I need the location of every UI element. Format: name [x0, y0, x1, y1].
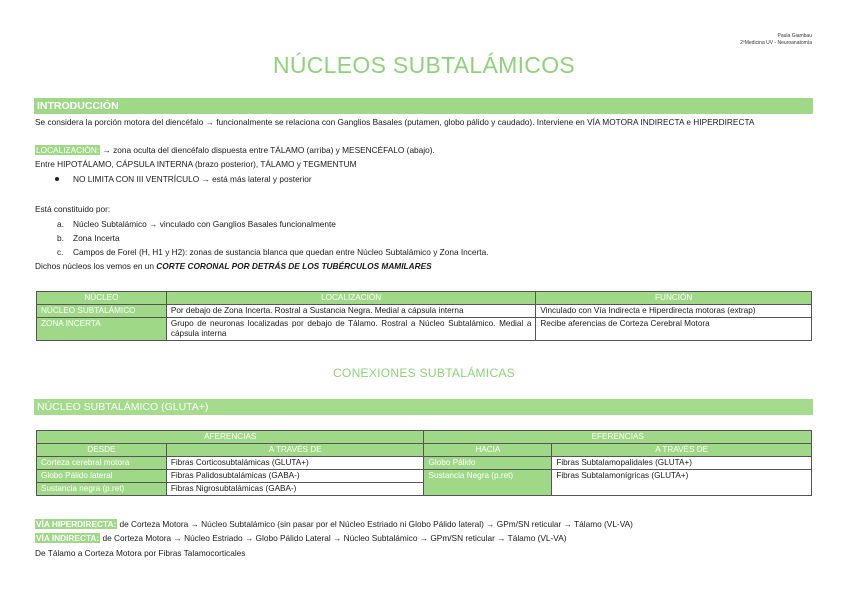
- nuclei-table: [36, 291, 812, 341]
- col-header-localization: LOCALIZACIÓN: [166, 292, 535, 305]
- nucleus-localization: Por debajo de Zona Incerta. Rostral a Sustancia Negra. Medial a cápsula interna: [166, 305, 535, 318]
- afferent-fibers: Fibras Palidosubtalámicas (GABA-): [166, 470, 424, 483]
- col-header-via-eff: A TRAVÉS DE: [552, 444, 812, 457]
- between-line: Entre HIPOTÁLAMO, CÁPSULA INTERNA (brazo posterior), TÁLAMO y TEGMENTUM: [35, 159, 357, 169]
- efferent-fibers: Fibras Subtalamonígricas (GLUTA+): [552, 470, 812, 496]
- nucleus-function: Vinculado con Vía Indirecta e Hiperdirecta motoras (extrap): [536, 305, 812, 318]
- afferents-header: AFERENCIAS: [37, 431, 424, 444]
- col-header-nucleus: NÚCLEO: [37, 292, 167, 305]
- list-marker: c.: [57, 247, 64, 257]
- localization-line: [35, 145, 435, 156]
- efferent-target: Globo Pálido: [424, 457, 552, 470]
- author-info: [740, 33, 812, 47]
- intro-paragraph: Se considera la porción motora del diencéfalo → funcionalmente se relaciona con Ganglios Basales (putamen, globo pálido y caudado). Interviene en VÍA MOTORA INDIRECTA e HIPERDIRECTA: [35, 117, 755, 127]
- indirect-label: VÍA INDIRECTA:: [36, 533, 100, 543]
- intro-header: INTRODUCCIÓN: [34, 98, 813, 114]
- bullet-dot: [55, 177, 59, 181]
- table-row: [37, 305, 812, 318]
- col-header-via: A TRAVÉS DE: [166, 444, 424, 457]
- nucleus-header: NÚCLEO SUBTALÁMICO (GLUTA+): [34, 399, 813, 415]
- hyperdirect-label: VÍA HIPERDIRECTA:: [36, 519, 117, 529]
- coronal-emphasis: CORTE CORONAL POR DETRÁS DE LOS TUBÉRCULOS MAMILARES: [156, 261, 432, 271]
- author-course: 2ºMedicina UV - Neuroanatomía: [740, 40, 812, 46]
- efferent-fibers: Fibras Subtalamopalidales (GLUTA+): [552, 457, 812, 470]
- col-header-function: FUNCIÓN: [536, 292, 812, 305]
- list-item: Núcleo Subtalámico → vinculado con Ganglios Basales funcionalmente: [73, 219, 336, 229]
- nucleus-name: ZONA INCERTA: [37, 318, 167, 341]
- table-row: [37, 470, 812, 483]
- bullet-item: NO LIMITA CON III VENTRÍCULO → está más lateral y posterior: [73, 174, 312, 184]
- afferent-source: Corteza cerebral motora: [37, 457, 167, 470]
- list-item: Zona Incerta: [73, 233, 120, 243]
- afferent-source: Sustancia negra (p.ret): [37, 483, 167, 496]
- hyperdirect-text: de Corteza Motora → Núcleo Subtalámico (sin pasar por el Núcleo Estriado ni Globo Pálido lateral) → GPm/SN reticular → Tálamo (VL-VA): [117, 519, 633, 529]
- efferent-target: Sustancia Negra (p.ret): [424, 470, 552, 496]
- table-row: [37, 318, 812, 341]
- list-marker: b.: [57, 233, 64, 243]
- thalamocortical-line: De Tálamo a Corteza Motora por Fibras Talamocorticales: [35, 548, 246, 558]
- col-header-to: HACIA: [424, 444, 552, 457]
- table-row: [37, 457, 812, 470]
- coronal-prefix: Dichos núcleos los vemos en un: [35, 261, 157, 271]
- hyperdirect-line: [35, 519, 633, 530]
- page-title: NÚCLEOS SUBTALÁMICOS: [272, 52, 576, 78]
- constituted-line: Está constituido por:: [35, 204, 111, 214]
- efferents-header: EFERENCIAS: [424, 431, 812, 444]
- connections-table: [36, 430, 812, 496]
- nucleus-name: NÚCLEO SUBTALÁMICO: [37, 305, 167, 318]
- coronal-line: [35, 261, 432, 272]
- localization-text: → zona oculta del diencéfalo dispuesta entre TÁLAMO (arriba) y MESENCÉFALO (abajo).: [100, 145, 435, 155]
- afferent-source: Globo Pálido lateral: [37, 470, 167, 483]
- nucleus-function: Recibe aferencias de Corteza Cerebral Motora: [536, 318, 812, 341]
- list-item: Campos de Forel (H, H1 y H2): zonas de sustancia blanca que quedan entre Núcleo Subtalámico y Zona Incerta.: [73, 247, 489, 257]
- connections-title: CONEXIONES SUBTALÁMICAS: [332, 366, 516, 380]
- indirect-text: de Corteza Motora → Núcleo Estriado → Globo Pálido Lateral → Núcleo Subtalámico → GPm/SN reticular → Tálamo (VL-VA): [100, 533, 567, 543]
- author-name: Paula Giambau: [777, 33, 812, 39]
- indirect-line: [35, 533, 567, 544]
- col-header-from: DESDE: [37, 444, 167, 457]
- nucleus-localization: Grupo de neuronas localizadas por debajo de Tálamo. Rostral a Núcleo Subtalámico. Medial a cápsula interna: [166, 318, 535, 341]
- list-marker: a.: [57, 219, 64, 229]
- afferent-fibers: Fibras Corticosubtalámicas (GLUTA+): [166, 457, 424, 470]
- afferent-fibers: Fibras Nigrosubtalámicas (GABA-): [166, 483, 424, 496]
- localization-label: LOCALIZACIÓN:: [36, 145, 100, 155]
